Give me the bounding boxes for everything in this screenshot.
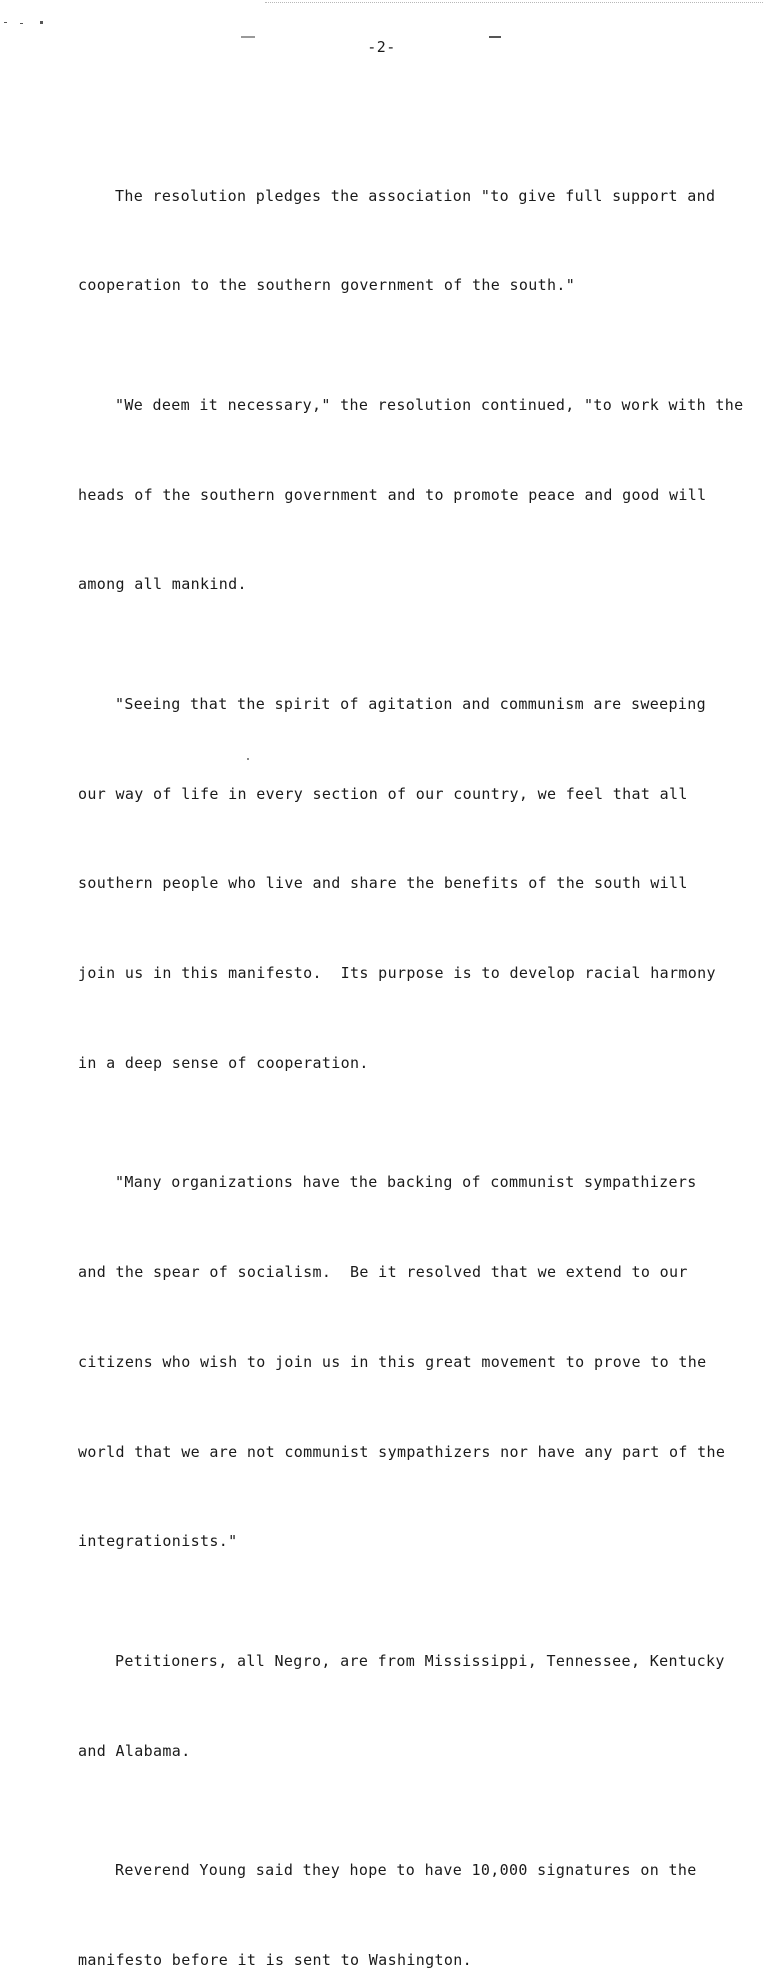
text-line: "We deem it necessary," the resolution continued, "to work with the <box>115 396 744 415</box>
text-line: southern people who live and share the benefits of the south will <box>78 874 688 893</box>
scan-speck <box>4 22 7 23</box>
document-body <box>78 92 758 1970</box>
text-line: The resolution pledges the association "to give full support and <box>115 186 716 205</box>
text-line: and the spear of socialism. Be it resolved that we extend to our <box>78 1263 688 1282</box>
text-line: world that we are not communist sympathizers nor have any part of the <box>78 1442 726 1461</box>
text-line: heads of the southern government and to promote peace and good will <box>78 485 707 504</box>
text-line: manifesto before it is sent to Washington. <box>78 1950 472 1969</box>
scan-speck <box>20 23 23 24</box>
text-line: join us in this manifesto. Its purpose is to develop racial harmony <box>78 964 716 983</box>
text-line: "Seeing that the spirit of agitation and communism are sweeping <box>115 695 706 714</box>
text-line: Petitioners, all Negro, are from Mississippi, Tennessee, Kentucky <box>115 1651 725 1670</box>
text-line: integrationists." <box>78 1532 238 1551</box>
text-line: cooperation to the southern government of the south." <box>78 276 576 295</box>
page-number: -2- <box>367 38 396 56</box>
text-line: citizens who wish to join us in this great movement to prove to the <box>78 1352 707 1371</box>
text-line: among all mankind. <box>78 575 247 594</box>
text-line: "Many organizations have the backing of communist sympathizers <box>115 1173 697 1192</box>
text-line: our way of life in every section of our country, we feel that all <box>78 784 688 803</box>
top-edge-dotted-line <box>265 2 763 3</box>
text-line: and Alabama. <box>78 1741 191 1760</box>
scan-speck <box>40 21 43 24</box>
text-line: Reverend Young said they hope to have 10,000 signatures on the <box>115 1861 697 1880</box>
text-line: in a deep sense of cooperation. <box>78 1053 369 1072</box>
